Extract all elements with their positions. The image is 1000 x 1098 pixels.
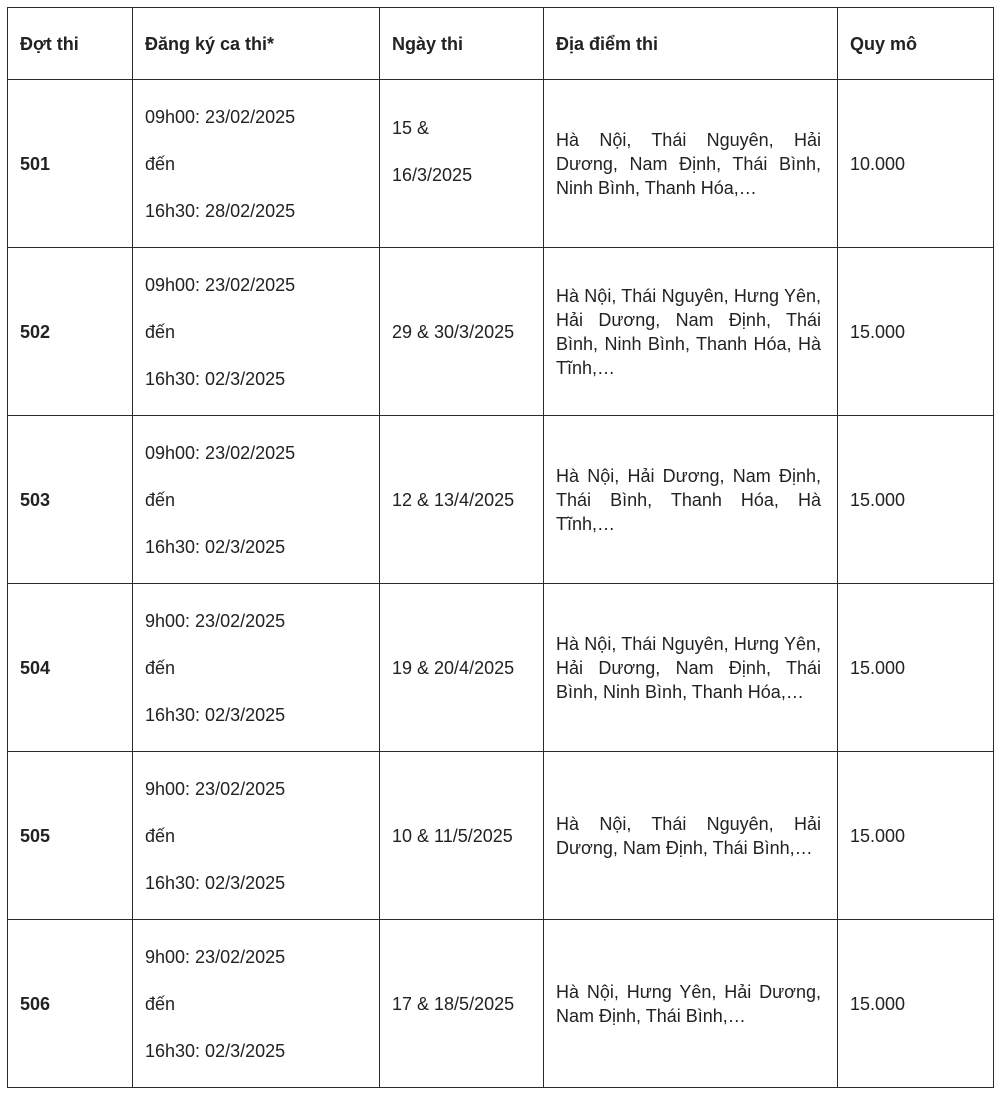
exam-date-line: 12 & 13/4/2025 [392, 489, 515, 510]
exam-date-cell [380, 80, 544, 248]
registration-start: 09h00: 23/02/2025 [145, 274, 296, 295]
table-row [8, 752, 994, 920]
batch-cell: 504 [8, 584, 133, 752]
batch-cell: 502 [8, 248, 133, 416]
exam-date-lines [392, 824, 531, 848]
registration-start: 09h00: 23/02/2025 [145, 106, 296, 127]
exam-date-cell [380, 248, 544, 416]
location-cell: Hà Nội, Hưng Yên, Hải Dương, Nam Định, Thái Bình,… [544, 920, 838, 1088]
header-scale: Quy mô [838, 8, 994, 80]
registration-to: đến [145, 993, 176, 1014]
exam-date-line: 15 & [392, 118, 430, 138]
scale-cell: 10.000 [838, 80, 994, 248]
batch-cell: 503 [8, 416, 133, 584]
exam-date-line: 17 & 18/5/2025 [392, 993, 515, 1014]
exam-date-lines [392, 488, 531, 512]
exam-date-cell [380, 752, 544, 920]
registration-to: đến [145, 489, 176, 510]
scale-cell: 15.000 [838, 416, 994, 584]
exam-date-line: 16/3/2025 [392, 165, 473, 185]
table-body [8, 80, 994, 1088]
registration-to: đến [145, 657, 176, 678]
exam-date-cell [380, 584, 544, 752]
registration-end: 16h30: 02/3/2025 [145, 368, 286, 389]
registration-cell [133, 752, 380, 920]
exam-date-lines [392, 320, 531, 344]
registration-cell [133, 248, 380, 416]
header-row [8, 8, 994, 80]
registration-cell [133, 920, 380, 1088]
registration-start: 09h00: 23/02/2025 [145, 442, 296, 463]
scale-cell: 15.000 [838, 584, 994, 752]
exam-schedule-container [7, 7, 994, 1088]
exam-date-lines [392, 116, 531, 187]
batch-cell: 505 [8, 752, 133, 920]
registration-cell [133, 584, 380, 752]
registration-to: đến [145, 321, 176, 342]
header-batch: Đợt thi [8, 8, 133, 80]
header-registration: Đăng ký ca thi* [133, 8, 380, 80]
table-row [8, 80, 994, 248]
registration-cell [133, 416, 380, 584]
exam-date-line: 29 & 30/3/2025 [392, 321, 515, 342]
table-row [8, 920, 994, 1088]
table-row [8, 584, 994, 752]
batch-cell: 501 [8, 80, 133, 248]
registration-end: 16h30: 02/3/2025 [145, 1040, 286, 1061]
registration-to: đến [145, 153, 176, 174]
exam-schedule-table [7, 7, 994, 1088]
exam-date-lines [392, 992, 531, 1016]
location-cell: Hà Nội, Thái Nguyên, Hưng Yên, Hải Dương, Nam Định, Thái Bình, Ninh Bình, Thanh Hóa,… [544, 584, 838, 752]
exam-date-lines [392, 656, 531, 680]
registration-to: đến [145, 825, 176, 846]
location-cell: Hà Nội, Thái Nguyên, Hưng Yên, Hải Dương, Nam Định, Thái Bình, Ninh Bình, Thanh Hóa, Hà Tĩnh,… [544, 248, 838, 416]
scale-cell: 15.000 [838, 752, 994, 920]
location-cell: Hà Nội, Thái Nguyên, Hải Dương, Nam Định, Thái Bình, Ninh Bình, Thanh Hóa,… [544, 80, 838, 248]
registration-start: 9h00: 23/02/2025 [145, 778, 286, 799]
scale-cell: 15.000 [838, 920, 994, 1088]
exam-date-line: 10 & 11/5/2025 [392, 825, 513, 846]
registration-end: 16h30: 02/3/2025 [145, 872, 286, 893]
table-row [8, 416, 994, 584]
header-exam-date: Ngày thi [380, 8, 544, 80]
registration-end: 16h30: 02/3/2025 [145, 704, 286, 725]
exam-date-cell [380, 416, 544, 584]
batch-cell: 506 [8, 920, 133, 1088]
table-header [8, 8, 994, 80]
registration-end: 16h30: 02/3/2025 [145, 536, 286, 557]
table-row [8, 248, 994, 416]
location-cell: Hà Nội, Hải Dương, Nam Định, Thái Bình, Thanh Hóa, Hà Tĩnh,… [544, 416, 838, 584]
location-cell: Hà Nội, Thái Nguyên, Hải Dương, Nam Định, Thái Bình,… [544, 752, 838, 920]
header-location: Địa điểm thi [544, 8, 838, 80]
registration-start: 9h00: 23/02/2025 [145, 946, 286, 967]
registration-end: 16h30: 28/02/2025 [145, 200, 296, 221]
registration-cell [133, 80, 380, 248]
exam-date-cell [380, 920, 544, 1088]
exam-date-line: 19 & 20/4/2025 [392, 657, 515, 678]
registration-start: 9h00: 23/02/2025 [145, 610, 286, 631]
scale-cell: 15.000 [838, 248, 994, 416]
